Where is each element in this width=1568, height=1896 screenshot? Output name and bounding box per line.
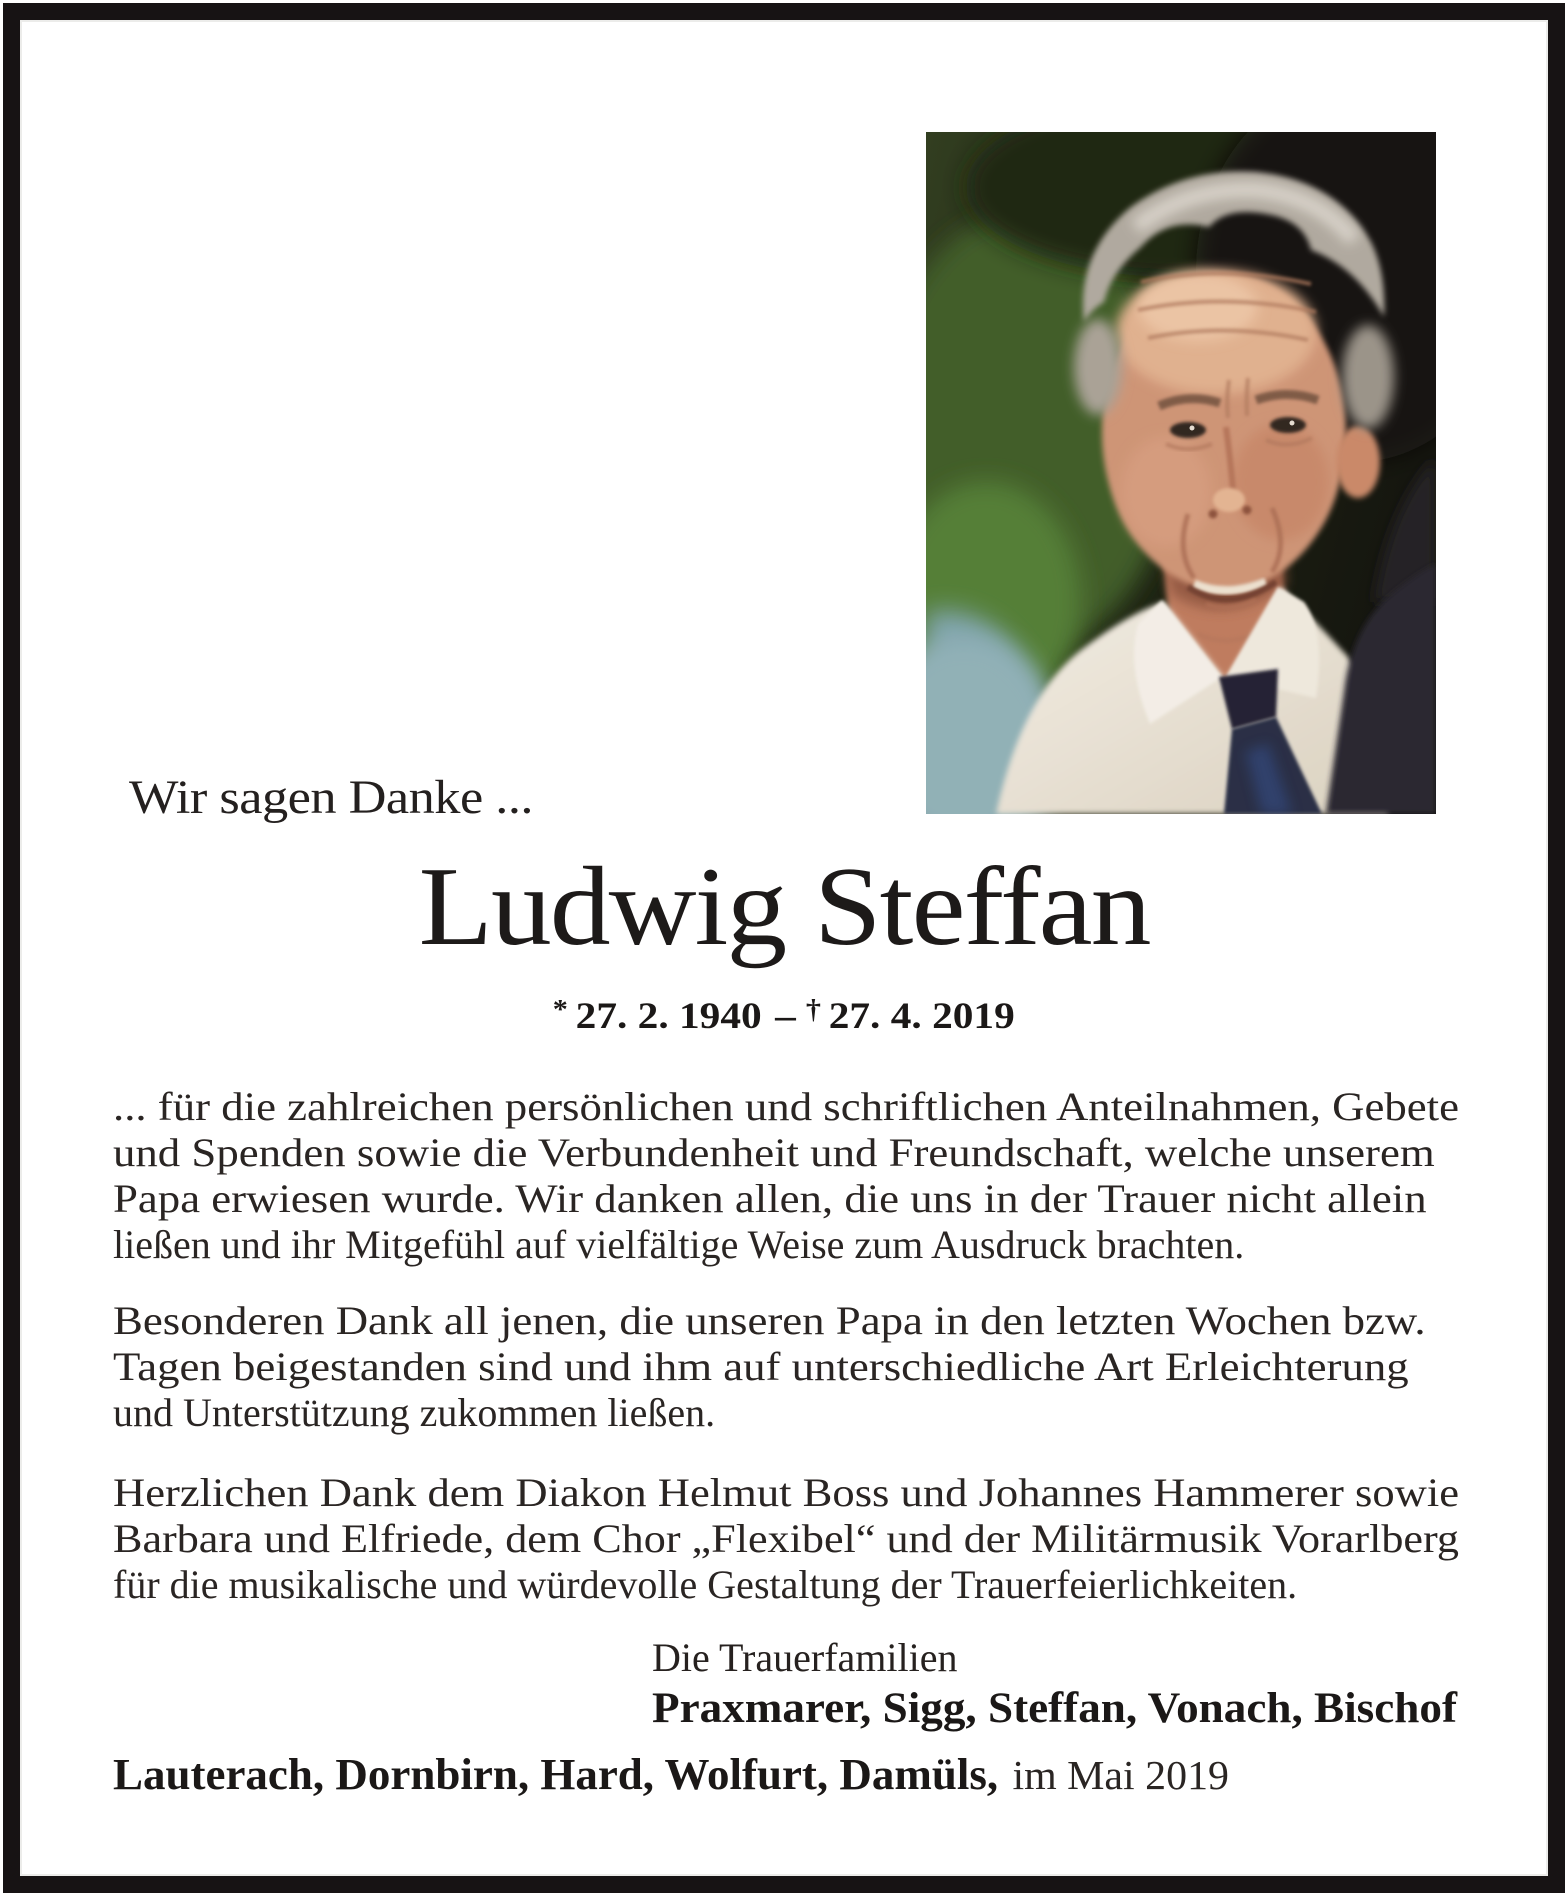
places-list: Lauterach, Dornbirn, Hard, Wolfurt, Damüls, — [113, 1750, 999, 1799]
mourning-families-label: Die Trauerfamilien — [652, 1635, 958, 1680]
signature-block — [652, 1634, 1457, 1734]
paragraph-line: ließen und ihr Mitgefühl auf vielfältige Weise zum Ausdruck brachten. — [113, 1222, 1245, 1267]
places-and-date — [113, 1750, 1229, 1800]
paragraph-line: und Unterstützung zukommen ließen. — [113, 1390, 716, 1435]
paragraph-line: Barbara und Elfriede, dem Chor „Flexibel“ und der Militärmusik Vorarlberg — [113, 1516, 1459, 1561]
paragraph-line: Tagen beigestanden sind und ihm auf unterschiedliche Art Erleichterung — [113, 1344, 1409, 1389]
life-dates — [553, 994, 1015, 1042]
photo-tint-overlay — [926, 132, 1436, 814]
death-dagger-symbol: † — [806, 994, 822, 1024]
dates-separator: – — [775, 996, 797, 1037]
greeting-text: Wir sagen Danke ... — [129, 771, 533, 824]
thanks-paragraph-2 — [113, 1298, 1459, 1436]
paragraph-line: Papa erwiesen wurde. Wir danken allen, die uns in der Trauer nicht allein — [113, 1176, 1427, 1221]
thanks-paragraph-1 — [113, 1084, 1459, 1268]
deceased-name: Ludwig Steffan — [418, 845, 1150, 969]
death-date: 27. 4. 2019 — [828, 996, 1015, 1037]
portrait-photo — [926, 132, 1436, 814]
paragraph-line: Besonderen Dank all jenen, die unseren Papa in den letzten Wochen bzw. — [113, 1298, 1426, 1343]
thanks-paragraph-3 — [113, 1470, 1459, 1608]
life-dates-row — [0, 994, 1568, 1042]
birth-date: 27. 2. 1940 — [575, 996, 762, 1037]
family-names: Praxmarer, Sigg, Steffan, Vonach, Bischof — [652, 1685, 1457, 1732]
date-note: im Mai 2019 — [1012, 1752, 1229, 1798]
paragraph-line: Herzlichen Dank dem Diakon Helmut Boss und Johannes Hammerer sowie — [113, 1470, 1459, 1515]
places-and-date-row — [113, 1750, 1229, 1800]
birth-star-symbol: * — [553, 994, 569, 1024]
paragraph-line: ... für die zahlreichen persönlichen und schriftlichen Anteilnahmen, Gebete — [113, 1084, 1459, 1129]
paragraph-line: für die musikalische und würdevolle Gestaltung der Trauerfeierlichkeiten. — [113, 1562, 1298, 1607]
deceased-name-row — [0, 845, 1568, 969]
paragraph-line: und Spenden sowie die Verbundenheit und Freundschaft, welche unserem — [113, 1130, 1435, 1175]
